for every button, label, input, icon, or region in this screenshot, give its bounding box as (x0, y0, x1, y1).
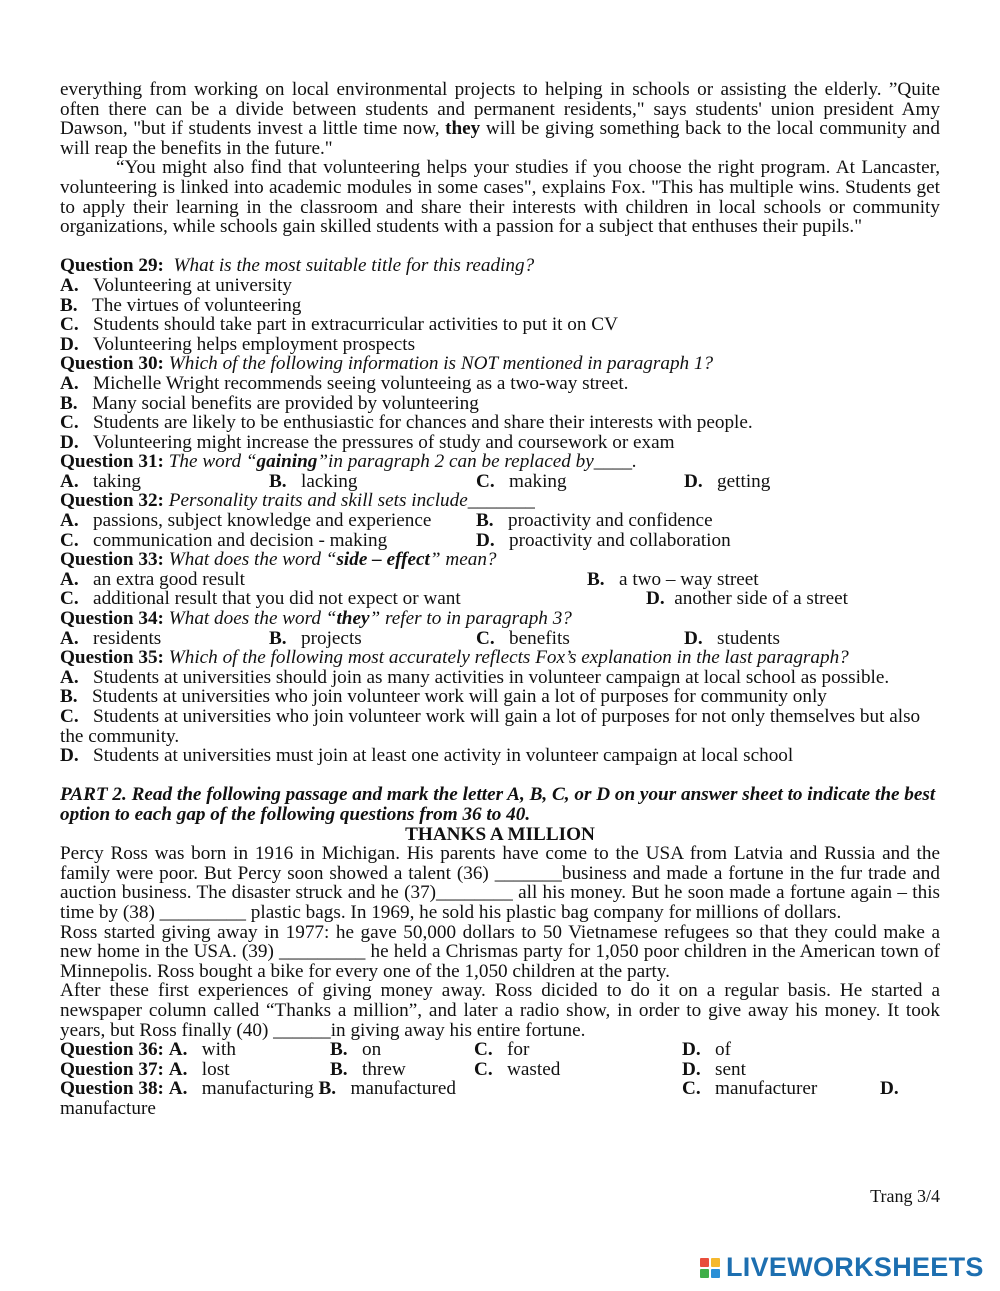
question-30: Question 30: Which of the following information is NOT mentioned in paragraph 1? (60, 353, 714, 375)
option-36-d[interactable]: D. of (682, 1039, 732, 1061)
option-32-a[interactable]: A. passions, subject knowledge and experience (60, 510, 432, 532)
passage-paragraph-1: everything from working on local environmental projects to helping in schools or assisting the elderly. ”Quite often there can be a divide between students and permanent residents," says students' union president Amy Dawson, "but if students invest a little time now, they will be giving something back to the local community and will reap the benefits in the future." (60, 79, 940, 159)
option-35-a[interactable]: A. Students at universities should join as many activities in volunteer campaign at local school as possible. (60, 666, 890, 688)
brand-name: LIVEWORKSHEETS (726, 1252, 984, 1282)
option-35-b[interactable]: B. Students at universities who join volunteer work will gain a lot of purposes for community only (60, 686, 827, 708)
option-31-d[interactable]: D. getting (684, 470, 771, 492)
option-34-c[interactable]: C. benefits (476, 627, 570, 649)
option-30-d[interactable]: D. Volunteering might increase the pressures of study and coursework or exam (60, 431, 675, 453)
option-33-b[interactable]: B. a two – way street (587, 568, 759, 590)
option-33-a[interactable]: A. an extra good result (60, 568, 245, 590)
option-35-d[interactable]: D. Students at universities must join at least one activity in volunteer campaign at local school (60, 745, 794, 767)
question-31: Question 31: The word “gaining”in paragraph 2 can be replaced by____. (60, 451, 637, 473)
option-29-c[interactable]: C. Students should take part in extracurricular activities to put it on CV (60, 314, 618, 336)
options-33-row1 (60, 570, 940, 590)
question-36: Question 36: A. with B. on C. for D. of (60, 1039, 732, 1061)
keyword-they: they (336, 608, 370, 630)
option-38-d-letter[interactable]: D. (880, 1078, 899, 1100)
passage-title: THANKS A MILLION (405, 823, 595, 845)
question-33: Question 33: What does the word “side – effect” mean? (60, 549, 497, 571)
option-36-c[interactable]: C. for (474, 1039, 530, 1061)
option-34-a[interactable]: A. residents (60, 627, 162, 649)
options-32-row1 (60, 511, 940, 531)
option-37-b[interactable]: B. threw (330, 1058, 406, 1080)
page-number: Trang 3/4 (870, 1186, 940, 1206)
options-33-row2 (60, 589, 940, 609)
option-38-a[interactable]: A. manufacturing (168, 1078, 314, 1100)
question-34: Question 34: What does the word “they” refer to in paragraph 3? (60, 608, 572, 630)
option-34-d[interactable]: D. students (684, 627, 780, 649)
bold-word-they: they (445, 118, 481, 140)
question-37: Question 37: A. lost B. threw C. wasted D. sent (60, 1058, 746, 1080)
logo-grid-icon (700, 1258, 720, 1278)
question-29: Question 29: What is the most suitable title for this reading? (60, 255, 535, 277)
option-33-c[interactable]: C. additional result that you did not expect or want (60, 588, 461, 610)
part2-paragraph-2: Ross started giving away in 1977: he gave 50,000 dollars to 50 Vietnamese refugees so that they could make a new home in the USA. (39) _________ he held a Chrismas party for 1,050 poor children in the American town of Minnepolis. Ross bought a bike for every one of the 1,050 children at the party. (60, 921, 940, 982)
question-35: Question 35: Which of the following most accurately reflects Fox’s explanation in the last paragraph? (60, 647, 849, 669)
option-32-b[interactable]: B. proactivity and confidence (476, 510, 713, 532)
part2-instruction: PART 2. Read the following passage and mark the letter A, B, C, or D on your answer sheet to indicate the best option to each gap of the following questions from 36 to 40. (60, 784, 936, 825)
worksheet-page (60, 80, 940, 1118)
part2-paragraph-3: After these first experiences of giving money away. Ross dicided to do it on a regular basis. He started a newspaper column called “Thanks a million”, and later a radio show, in order to give away his money. It took years, but Ross finally (40) ______in giving away his entire fortune. (60, 980, 940, 1041)
option-37-d[interactable]: D. sent (682, 1058, 746, 1080)
option-31-a[interactable]: A. taking (60, 470, 142, 492)
keyword-side-effect: side – effect (336, 549, 430, 571)
option-29-b[interactable]: B. The virtues of volunteering (60, 294, 302, 316)
option-30-b[interactable]: B. Many social benefits are provided by volunteering (60, 392, 479, 414)
question-32: Question 32: Personality traits and skill sets include_______ (60, 490, 535, 512)
option-29-a[interactable]: A. Volunteering at university (60, 274, 292, 296)
options-32-row2 (60, 531, 940, 551)
option-30-a[interactable]: A. Michelle Wright recommends seeing volunteeing as a two-way street. (60, 372, 629, 394)
option-32-d[interactable]: D. proactivity and collaboration (476, 529, 731, 551)
option-37-c[interactable]: C. wasted (474, 1058, 561, 1080)
option-31-c[interactable]: C. making (476, 470, 567, 492)
option-38-b[interactable]: B. manufactured (318, 1078, 456, 1100)
option-34-b[interactable]: B. projects (269, 627, 362, 649)
options-31 (60, 472, 940, 492)
option-30-c[interactable]: C. Students are likely to be enthusiastic for chances and share their interests with people. (60, 412, 753, 434)
passage-paragraph-2: “You might also find that volunteering helps your studies if you choose the right program. At Lancaster, volunteering is linked into academic modules in some cases", explains Fox. "This has multiple wins. Students get to apply their learning in the classroom and share their interests with children in local schools or community organizations, while schools gain skilled students with a passion for a subject that enthuses their pupils." (60, 157, 940, 238)
option-37-a[interactable]: A. lost (168, 1058, 230, 1080)
option-36-a[interactable]: A. with (168, 1039, 236, 1061)
question-38: Question 38: A. manufacturing B. manufactured C. manufacturer D. (60, 1078, 899, 1100)
option-33-d[interactable]: D. another side of a street (646, 588, 848, 610)
option-31-b[interactable]: B. lacking (269, 470, 358, 492)
option-32-c[interactable]: C. communication and decision - making (60, 529, 388, 551)
option-35-c[interactable]: C. Students at universities who join volunteer work will gain a lot of purposes for not only themselves but also the community. (60, 706, 921, 747)
part2-paragraph-1: Percy Ross was born in 1916 in Michigan. His parents have come to the USA from Latvia and Russia and the family were poor. But Percy soon showed a talent (36) _______business and made a fortune in the fur trade and auction business. The disaster struck and he (37)________ all his money. But he soon made a fortune again – this time by (38) _________ plastic bags. In 1969, he sold his plastic bag company for millions of dollars. (60, 843, 940, 923)
options-34 (60, 629, 940, 649)
option-36-b[interactable]: B. on (330, 1039, 382, 1061)
option-38-c[interactable]: C. manufacturer (682, 1078, 818, 1100)
option-38-d-text[interactable]: manufacture (60, 1097, 156, 1119)
keyword-gaining: gaining (256, 451, 318, 473)
liveworksheets-logo (700, 1252, 984, 1283)
option-29-d[interactable]: D. Volunteering helps employment prospects (60, 333, 416, 355)
